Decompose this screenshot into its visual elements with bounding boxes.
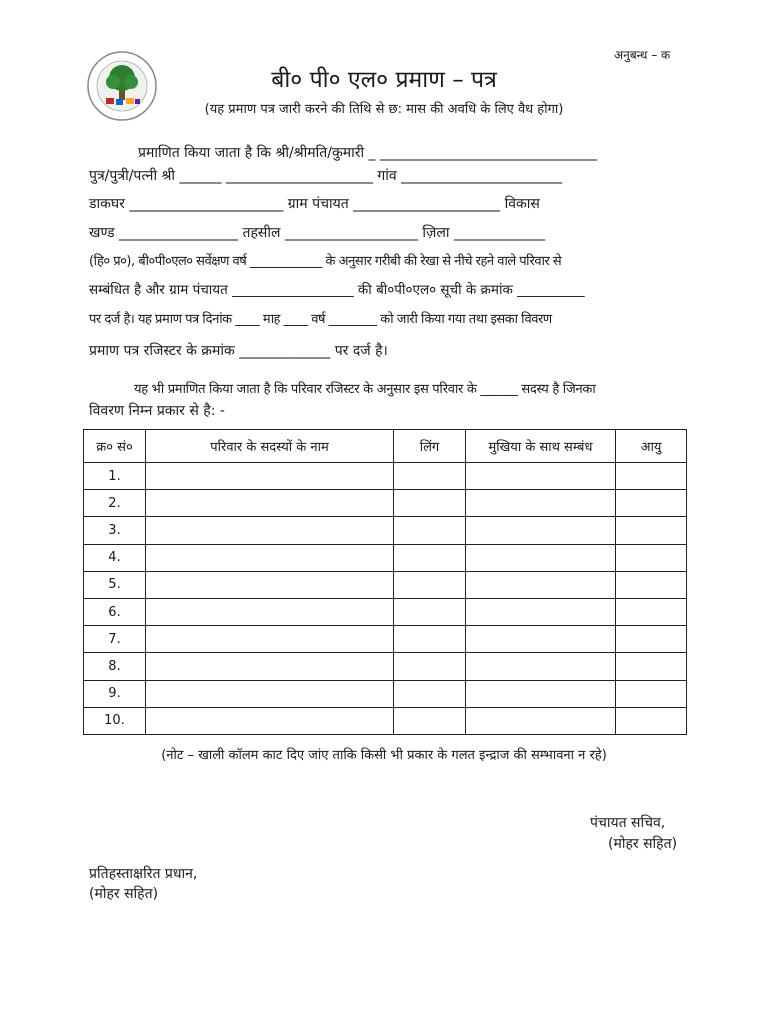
table-row (84, 517, 687, 544)
relation-cell[interactable] (466, 707, 616, 734)
pradhan-signature-label: प्रतिहस्ताक्षरित प्रधान, (89, 866, 198, 882)
age-cell[interactable] (616, 517, 687, 544)
row-serial: 5. (84, 571, 146, 598)
gender-cell[interactable] (394, 463, 466, 490)
gender-cell[interactable] (394, 544, 466, 571)
age-cell[interactable] (616, 653, 687, 680)
table-row (84, 544, 687, 571)
certificate-line-7: पर दर्ज है। यह प्रमाण पत्र दिनांक ____ माह ____ वर्ष ________ को जारी किया गया तथा इसका विवरण (89, 312, 552, 327)
name-cell[interactable] (146, 571, 394, 598)
relation-cell[interactable] (466, 463, 616, 490)
row-serial: 2. (84, 490, 146, 517)
relation-cell[interactable] (466, 653, 616, 680)
gender-cell[interactable] (394, 517, 466, 544)
age-cell[interactable] (616, 571, 687, 598)
row-serial: 6. (84, 598, 146, 625)
relation-cell[interactable] (466, 598, 616, 625)
table-row (84, 626, 687, 653)
pradhan-seal-label: (मोहर सहित) (89, 886, 159, 902)
secretary-seal-label: (मोहर सहित) (608, 836, 678, 852)
relation-cell[interactable] (466, 517, 616, 544)
age-cell[interactable] (616, 680, 687, 707)
certificate-line-3: डाकघर ______________________ ग्राम पंचायत _____________________ विकास (89, 196, 540, 212)
page-title: बी० पी० एल० प्रमाण – पत्र (271, 67, 497, 93)
name-cell[interactable] (146, 490, 394, 517)
row-serial: 10. (84, 707, 146, 734)
gender-cell[interactable] (394, 653, 466, 680)
relation-cell[interactable] (466, 680, 616, 707)
gender-cell[interactable] (394, 707, 466, 734)
header-gender: लिंग (394, 430, 466, 463)
certificate-line-4: खण्ड _________________ तहसील ___________________ ज़िला _____________ (89, 225, 545, 241)
name-cell[interactable] (146, 463, 394, 490)
gender-cell[interactable] (394, 626, 466, 653)
table-header-row (84, 430, 687, 463)
gender-cell[interactable] (394, 490, 466, 517)
table-row (84, 653, 687, 680)
relation-cell[interactable] (466, 544, 616, 571)
header-age: आयु (616, 430, 687, 463)
table-row (84, 463, 687, 490)
age-cell[interactable] (616, 598, 687, 625)
relation-cell[interactable] (466, 490, 616, 517)
family-intro-line-1: यह भी प्रमाणित किया जाता है कि परिवार रजिस्टर के अनुसार इस परिवार के ______ सदस्य है जिनका (134, 382, 596, 397)
table-row (84, 598, 687, 625)
table-row (84, 490, 687, 517)
header-relation: मुखिया के साथ सम्बंध (466, 430, 616, 463)
row-serial: 1. (84, 463, 146, 490)
annexure-label: अनुबन्ध – क (614, 48, 671, 62)
row-serial: 4. (84, 544, 146, 571)
certificate-line-5: (हि० प्र०), बी०पी०एल० सर्वेक्षण वर्ष ____________ के अनुसार गरीबी की रेखा से नीचे रहने वाले परिवार से (89, 254, 562, 269)
gender-cell[interactable] (394, 680, 466, 707)
age-cell[interactable] (616, 463, 687, 490)
family-members-table (83, 429, 687, 735)
certificate-line-2: पुत्र/पुत्री/पत्नी श्री ______ _____________________ गांव _______________________ (89, 168, 563, 184)
relation-cell[interactable] (466, 626, 616, 653)
gender-cell[interactable] (394, 598, 466, 625)
age-cell[interactable] (616, 544, 687, 571)
name-cell[interactable] (146, 680, 394, 707)
name-cell[interactable] (146, 598, 394, 625)
row-serial: 7. (84, 626, 146, 653)
family-intro-line-2: विवरण निम्न प्रकार से है: - (89, 403, 225, 419)
secretary-signature-label: पंचायत सचिव, (590, 815, 666, 831)
header-serial: क्र० सं० (84, 430, 146, 463)
age-cell[interactable] (616, 707, 687, 734)
name-cell[interactable] (146, 544, 394, 571)
validity-note: (यह प्रमाण पत्र जारी करने की तिथि से छ: मास की अवधि के लिए वैध होगा) (204, 102, 564, 117)
row-serial: 8. (84, 653, 146, 680)
name-cell[interactable] (146, 653, 394, 680)
relation-cell[interactable] (466, 571, 616, 598)
age-cell[interactable] (616, 626, 687, 653)
table-row (84, 707, 687, 734)
row-serial: 9. (84, 680, 146, 707)
row-serial: 3. (84, 517, 146, 544)
certificate-line-8: प्रमाण पत्र रजिस्टर के क्रमांक _____________ पर दर्ज है। (89, 343, 388, 359)
certificate-line-6: सम्बंधित है और ग्राम पंचायत __________________ की बी०पी०एल० सूची के क्रमांक __________ (89, 282, 585, 298)
gender-cell[interactable] (394, 571, 466, 598)
name-cell[interactable] (146, 707, 394, 734)
certificate-line-1: प्रमाणित किया जाता है कि श्री/श्रीमति/कुमारी _ _______________________________ (138, 145, 597, 161)
table-row (84, 571, 687, 598)
name-cell[interactable] (146, 626, 394, 653)
table-row (84, 680, 687, 707)
age-cell[interactable] (616, 490, 687, 517)
footnote: (नोट – खाली कॉलम काट दिए जांए ताकि किसी भी प्रकार के गलत इन्द्राज की सम्भावना न रहे) (161, 748, 607, 763)
header-member-name: परिवार के सदस्यों के नाम (146, 430, 394, 463)
name-cell[interactable] (146, 517, 394, 544)
